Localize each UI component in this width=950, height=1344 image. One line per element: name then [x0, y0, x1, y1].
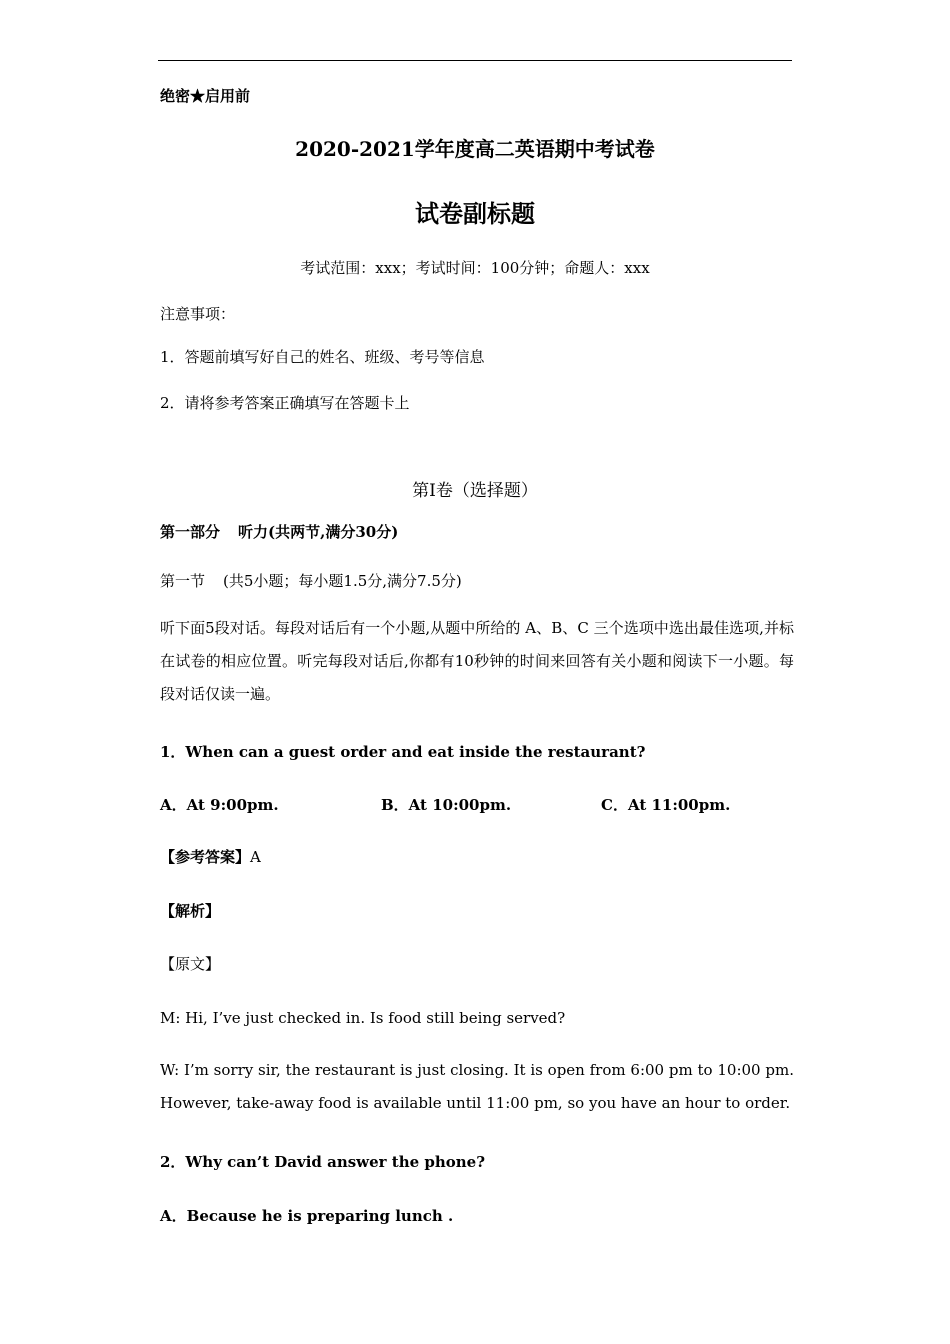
note-item: 2．请将参考答案正确填写在答题卡上 — [160, 394, 410, 412]
volume-title: 第I卷（选择题） — [412, 481, 538, 501]
part-heading — [160, 522, 398, 542]
exam-info: 考试范围：xxx；考试时间：100分钟；命题人：xxx — [300, 259, 650, 277]
instructions-paragraph: 听下面5段对话。每段对话后有一个小题,从题中所给的 A、B、C 三个选项中选出最佳选项,并标在试卷的相应位置。听完每段对话后,你都有10秒钟的时间来回答有关小题和阅读下一小题。每段对话仅读一遍。 — [160, 619, 794, 703]
answer-label: 【参考答案】 — [160, 848, 251, 866]
notes-heading: 注意事项： — [160, 305, 236, 323]
part-text: 听力(共两节,满分30分) — [238, 523, 399, 541]
transcript-line: M: Hi, I’ve just checked in. Is food still being served? — [160, 1009, 566, 1027]
answer-line — [160, 847, 261, 867]
analysis-label: 【解析】 — [160, 902, 221, 920]
header-rule — [158, 60, 792, 61]
section-text: (共5小题；每小题1.5分,满分7.5分) — [223, 572, 462, 590]
source-label: 【原文】 — [160, 955, 221, 973]
option-b: B．At 10:00pm. — [381, 796, 512, 814]
section-heading — [160, 571, 462, 591]
question-stem: 2．Why can’t David answer the phone? — [160, 1153, 485, 1171]
note-item: 1．答题前填写好自己的姓名、班级、考号等信息 — [160, 348, 485, 366]
question-stem: 1．When can a guest order and eat inside the restaurant? — [160, 743, 646, 761]
secret-mark: 绝密★启用前 — [160, 87, 251, 105]
section-label: 第一节 — [160, 572, 206, 590]
answer-value: A — [250, 848, 261, 866]
transcript-line: W: I’m sorry sir, the restaurant is just closing. It is open from 6:00 pm to 10:00 pm. However, take-away food is available until 11:00 pm, so you have an hour to order. — [160, 1061, 794, 1112]
exam-subtitle: 试卷副标题 — [415, 199, 535, 228]
exam-title: 2020-2021学年度高二英语期中考试卷 — [295, 137, 655, 161]
option-c: C．At 11:00pm. — [601, 796, 731, 814]
part-label: 第一部分 — [160, 523, 221, 541]
option-a: A．At 9:00pm. — [160, 796, 279, 814]
option-a: A．Because he is preparing lunch . — [160, 1207, 454, 1225]
